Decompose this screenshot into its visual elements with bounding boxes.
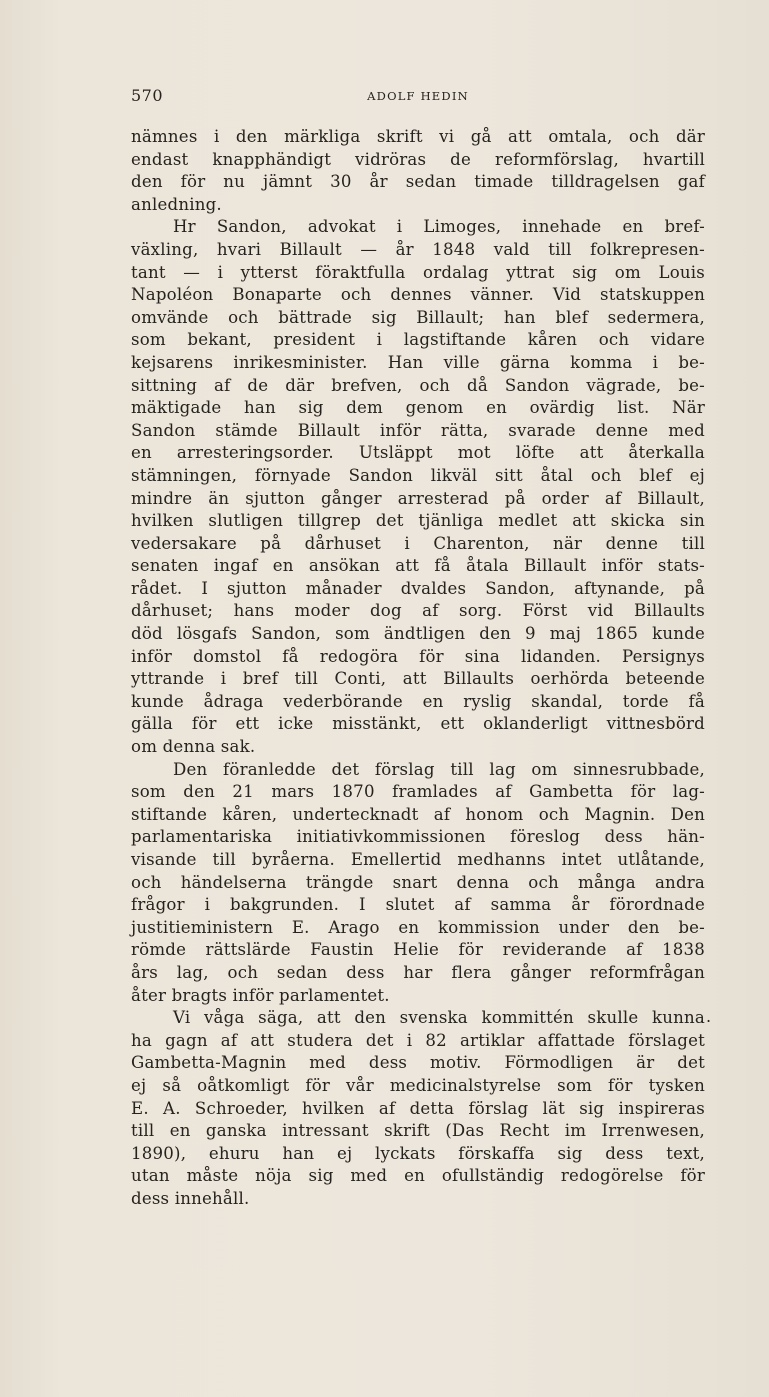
text-line: den för nu jämnt 30 år sedan timade tilldragelsen gaf: [131, 172, 705, 192]
text-line: Hr Sandon, advokat i Limoges, innehade en bref-: [173, 217, 705, 237]
text-line: växling, hvari Billault — år 1848 vald till folkrepresen-: [131, 239, 705, 259]
running-head: ADOLF HEDIN: [367, 89, 469, 103]
text-line: utan måste nöja sig med en ofullständig redogörelse för: [131, 1166, 705, 1186]
text-line: mäktigade han sig dem genom en ovärdig list. När: [131, 398, 705, 418]
text-line: senaten ingaf en ansökan att få åtala Billault inför stats-: [131, 556, 705, 576]
text-line: Sandon stämde Billault inför rätta, svarade denne med: [131, 420, 705, 440]
text-line: justitieministern E. Arago en kommission under den be-: [131, 917, 705, 937]
text-line: anledning.: [131, 194, 222, 214]
text-line: Den föranledde det förslag till lag om sinnesrubbade,: [173, 759, 705, 779]
text-line: kunde ådraga vederbörande en ryslig skandal, torde få: [131, 691, 705, 711]
text-line: tant — i ytterst föraktfulla ordalag yttrat sig om Louis: [131, 262, 705, 282]
text-line: Vi våga säga, att den svenska kommittén skulle kunna: [173, 1008, 705, 1028]
text-line: frågor i bakgrunden. I slutet af samma år förordnade: [131, 895, 705, 915]
text-line: mindre än sjutton gånger arresterad på order af Billault,: [131, 488, 705, 508]
text-line: dårhuset; hans moder dog af sorg. Först vid Billaults: [131, 601, 705, 621]
page-number: 570: [131, 86, 164, 105]
text-line: års lag, och sedan dess har flera gånger reformfrågan: [131, 962, 705, 982]
text-line: sittning af de där brefven, och då Sandon vägrade, be-: [131, 375, 705, 395]
text-line: och händelserna trängde snart denna och många andra: [131, 872, 705, 892]
text-line: åter bragts inför parlamentet.: [131, 985, 390, 1005]
text-line: stämningen, förnyade Sandon likväl sitt åtal och blef ej: [131, 465, 705, 485]
text-line: parlamentariska initiativkommissionen föreslog dess hän-: [131, 827, 705, 847]
text-line: E. A. Schroeder, hvilken af detta förslag lät sig inspireras: [131, 1098, 705, 1118]
text-line: 1890), ehuru han ej lyckats förskaffa sig dess text,: [131, 1143, 705, 1163]
text-line: vedersakare på dårhuset i Charenton, när denne till: [131, 533, 705, 553]
text-line: dess innehåll.: [131, 1188, 250, 1208]
text-line: Gambetta-Magnin med dess motiv. Förmodligen är det: [131, 1053, 705, 1073]
text-line: rådet. I sjutton månader dvaldes Sandon, aftynande, på: [131, 578, 705, 598]
text-line: om denna sak.: [131, 737, 256, 757]
text-line: nämnes i den märkliga skrift vi gå att omtala, och där: [131, 127, 705, 146]
text-line: som bekant, president i lagstiftande kåren och vidare: [131, 330, 705, 350]
text-line: ha gagn af att studera det i 82 artiklar affattade förslaget: [131, 1030, 705, 1050]
margin-mark: .: [706, 1007, 712, 1026]
text-line: yttrande i bref till Conti, att Billaults oerhörda beteende: [131, 669, 705, 689]
body-text: [131, 126, 705, 1211]
text-line: kejsarens inrikesminister. Han ville gärna komma i be-: [131, 352, 705, 372]
text-line: gälla för ett icke misstänkt, ett oklanderligt vittnesbörd: [131, 714, 705, 734]
text-line: visande till byråerna. Emellertid medhanns intet utlåtande,: [131, 850, 705, 869]
page-header: [131, 86, 705, 108]
text-line: omvände och bättrade sig Billault; han blef sedermera,: [131, 307, 705, 327]
text-line: till en ganska intressant skrift (Das Recht im Irrenwesen,: [131, 1121, 705, 1141]
text-line: död lösgafs Sandon, som ändtligen den 9 maj 1865 kunde: [131, 624, 705, 644]
text-line: en arresteringsorder. Utsläppt mot löfte att återkalla: [131, 443, 705, 463]
text-line: inför domstol få redogöra för sina lidanden. Persignys: [131, 646, 705, 666]
text-line: som den 21 mars 1870 framlades af Gambetta för lag-: [131, 782, 705, 802]
text-line: römde rättslärde Faustin Helie för reviderande af 1838: [131, 940, 705, 960]
text-line: stiftande kåren, undertecknadt af honom och Magnin. Den: [131, 804, 705, 824]
text-line: ej så oåtkomligt för vår medicinalstyrelse som för tysken: [131, 1075, 705, 1095]
text-line: endast knapphändigt vidröras de reformförslag, hvartill: [131, 149, 705, 169]
text-line: hvilken slutligen tillgrep det tjänliga medlet att skicka sin: [131, 511, 705, 531]
text-line: Napoléon Bonaparte och dennes vänner. Vid statskuppen: [131, 285, 705, 305]
